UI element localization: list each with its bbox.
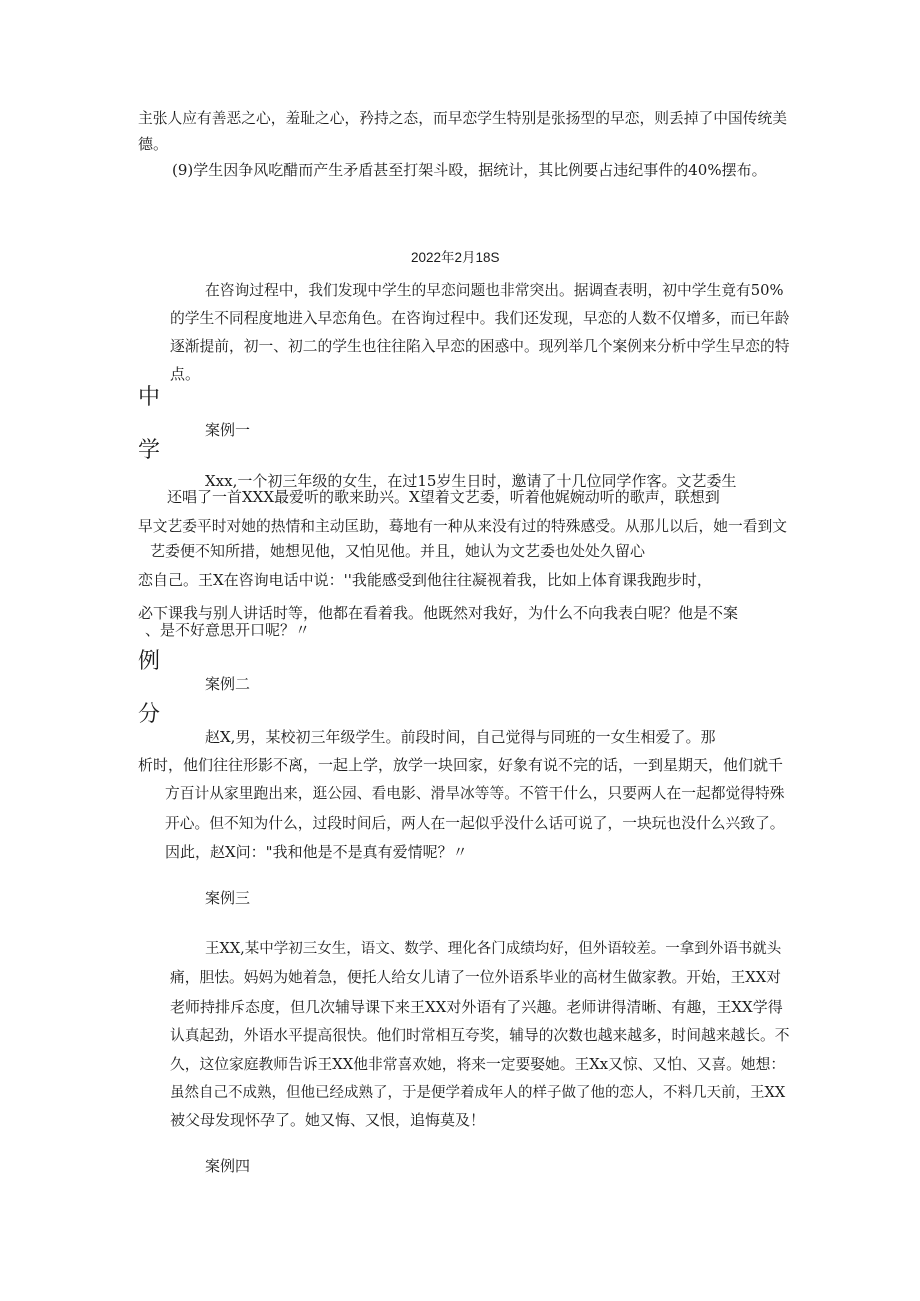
case3-line: 虽然自己不成熟，但他已经成熟了，于是便学着成年人的样子做了他的恋人，不料几天前，王XX (170, 1085, 786, 1101)
case2-line: 方百计从家里跑出来，逛公园、看电影、滑旱冰等等。不管干什么，只要两人在一起都觉得特殊 (165, 785, 785, 802)
summary-line: 的学生不同程度地进入早恋角色。在咨询过程中。我们还发现，早恋的人数不仅增多，而已年龄 (170, 310, 790, 327)
case3-line: 被父母发现怀孕了。她又悔、又恨，追悔莫及！ (170, 1111, 486, 1129)
intro-line: 德。 (138, 135, 169, 153)
summary-line: 在咨询过程中，我们发现中学生的早恋问题也非常突出。据调查表明，初中学生竟有50% (205, 282, 784, 299)
summary-line: 逐渐提前，初一、初二的学生也往往陷入早恋的困惑中。现列举几个案例来分析中学生早恋的特 (170, 338, 790, 355)
case2-line: 赵X,男，某校初三年级学生。前段时间，自己觉得与同班的一女生相爱了。那 (205, 728, 716, 746)
side-title-char: 例 (138, 649, 161, 674)
case3-heading: 案例三 (205, 889, 251, 907)
case1-heading: 案例一 (205, 421, 251, 439)
case2-heading: 案例二 (205, 675, 251, 693)
intro-line: 主张人应有善恶之心，羞耻之心，矜持之态，而早恋学生特别是张扬型的早恋，则丢掉了中国传统美 (138, 110, 787, 127)
case2-line: 析时，他们往往形影不离，一起上学，放学一块回家，好象有说不完的话，一到星期天，他们就千 (138, 756, 784, 774)
case3-line: 认真起劲，外语水平提高很快。他们时常相互夸奖，辅导的次数也越来越多，时间越来越长。不 (170, 1027, 790, 1044)
case1-line: 、是不好意思开口呢？〃 (145, 621, 311, 639)
intro-line: (9)学生因争风吃醋而产生矛盾甚至打架斗殴，据统计，其比例要占违纪事件的40%摆布。 (172, 161, 767, 179)
case2-line: 因此，赵X问："我和他是不是真有爱情呢？〃 (165, 843, 468, 861)
date-heading: 2022年2月18S (411, 250, 500, 265)
side-title-char: 分 (138, 702, 161, 727)
case1-line: Xxx,一个初三年级的女生，在过15岁生日时，邀请了十几位同学作客。文艺委生 (205, 472, 737, 490)
case1-line: 还唱了一首XXX最爱听的歌来助兴。X望着文艺委，听着他娓婉动听的歌声，联想到 (167, 488, 720, 506)
case1-line: 恋自己。王X在咨询电话中说：''我能感受到他往往凝视着我，比如上体育课我跑步时， (138, 571, 712, 589)
case1-line: 必下课我与别人讲话时等，他都在看着我。他既然对我好，为什么不向我表白呢？他是不案 (138, 604, 739, 622)
case3-line: 痛，胆怯。妈妈为她着急，便托人给女儿请了一位外语系毕业的高材生做家教。开始，王XX对 (170, 969, 782, 986)
case3-line: 王XX,某中学初三女生，语文、数学、理化各门成绩均好，但外语较差。一拿到外语书就头 (205, 941, 782, 957)
case2-line: 开心。但不知为什么，过段时间后，两人在一起似乎没什么话可说了，一块玩也没什么兴致了。 (165, 815, 785, 832)
case3-line: 久，这位家庭教师告诉王XX他非常喜欢她，将来一定要娶她。王Xx又惊、又怕、又喜。她想： (170, 1056, 786, 1073)
side-title-char: 学 (138, 438, 161, 463)
case1-line: 早文艺委平时对她的热情和主动匡助，蓦地有一种从来没有过的特殊感受。从那儿以后，她一看到文 (138, 518, 787, 535)
case4-heading: 案例四 (205, 1157, 251, 1175)
summary-line: 点。 (170, 365, 201, 383)
side-title-char: 中 (138, 385, 161, 410)
case1-line: 艺委便不知所措，她想见他，又怕见他。并且，她认为文艺委也处处久留心 (150, 542, 646, 560)
case3-line: 老师持排斥态度，但几次辅导课下来王XX对外语有了兴趣。老师讲得清晰、有趣，王XX学得 (170, 998, 783, 1016)
